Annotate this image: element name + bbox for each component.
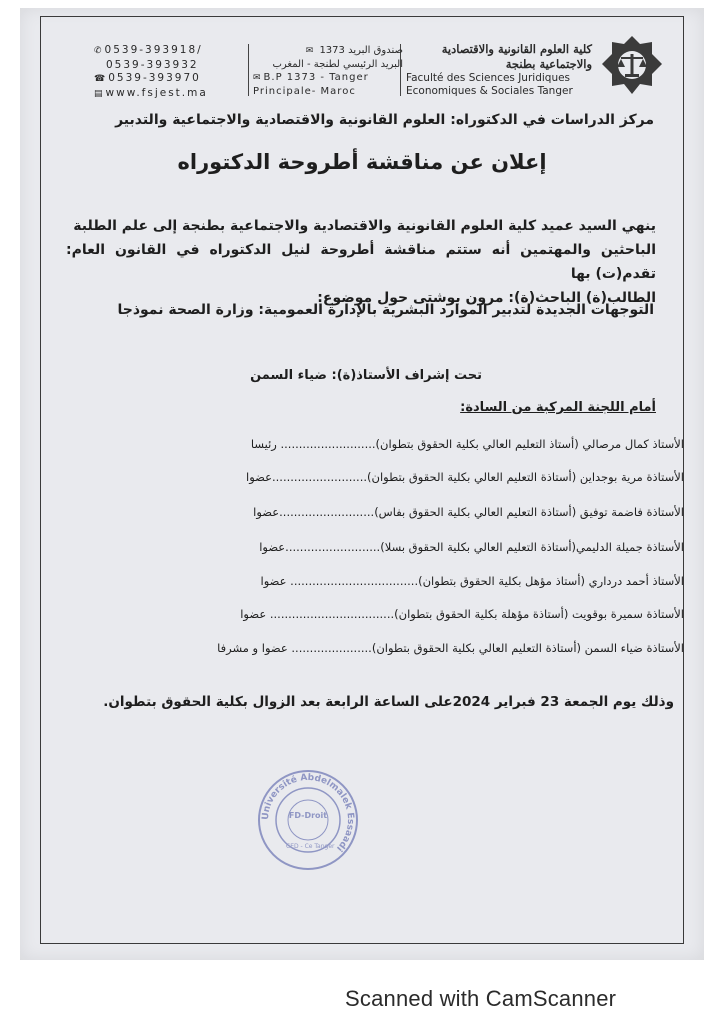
committee-member: الأستاذة مرية بوجداين (أستاذة التعليم العالي بكلية الحقوق بتطوان)..........................عضوا [246, 470, 684, 484]
phone-row: ✆ 0539-393918/ [94, 44, 203, 56]
contact-info [94, 44, 244, 101]
doctoral-center: مركز الدراسات في الدكتوراه: العلوم القانونية والاقتصادية والاجتماعية والتدبير [115, 112, 654, 128]
faculty-name-arabic [396, 42, 592, 72]
intro-line-2: الباحثين والمهتمين أنه ستتم مناقشة أطروحة لنيل الدكتوراه في القانون العام: تقدم(ت) بها [66, 242, 656, 282]
website-row: ▤ www.fsjest.ma [94, 86, 208, 99]
faculty-name-french [406, 72, 606, 98]
post-fr-line2: Principale- Maroc [253, 86, 356, 97]
phone-row-2: 0539-393932 [106, 58, 199, 71]
phone-icon: ✆ [94, 46, 102, 56]
camscanner-footer: Scanned with CamScanner [345, 986, 617, 1011]
committee-member: الأستاذة سميرة بوقويت (أستاذة مؤهلة بكلية الحقوق بتطوان).................................. عضوا [240, 607, 684, 621]
intro-paragraph [66, 214, 656, 310]
university-stamp-icon [256, 768, 360, 872]
svg-text:CED - Ce Tanger: CED - Ce Tanger [286, 843, 335, 850]
envelope-icon: ✉ [253, 73, 261, 83]
letterhead-divider [248, 44, 249, 96]
faculty-ar-line2: والاجتماعية بطنجة [505, 57, 592, 71]
fax-icon: ☎ [94, 74, 106, 84]
svg-text:FD-Droit: FD-Droit [288, 811, 328, 820]
defense-date: وذلك يوم الجمعة 23 فبراير 2024على الساعة الرابعة بعد الزوال بكلية الحقوق بتطوان. [103, 694, 674, 710]
faculty-logo-icon [596, 34, 668, 96]
intro-line-1: ينهي السيد عميد كلية العلوم القانونية والاقتصادية والاجتماعية بطنجة إلى علم الطلبة [73, 218, 656, 234]
committee-member: الأستاذ أحمد درداري (أستاذ مؤهل بكلية الحقوق بتطوان)................................... عضوا [260, 574, 684, 588]
svg-text:Université Abdelmalek Essaadi: Université Abdelmalek Essaadi [260, 772, 356, 853]
committee-member: الأستاذة فاضمة توفيق (أستاذة التعليم العالي بكلية الحقوق بفاس)..........................عضوا [253, 505, 684, 519]
committee-member: الأستاذة جميلة الدليمي(أستاذة التعليم العالي بكلية الحقوق بسلا)..........................عضوا [259, 540, 684, 554]
page-title: إعلان عن مناقشة أطروحة الدكتوراه [177, 150, 547, 174]
committee-member: الأستاذة ضياء السمن (أستاذة التعليم العالي بكلية الحقوق بتطوان)...................... عضوا و مشرفا [217, 641, 684, 655]
committee-heading: أمام اللجنة المركبة من السادة: [460, 400, 656, 415]
committee-member: الأستاذ كمال مرصالي (أستاذ التعليم العالي بكلية الحقوق بتطوان).......................... رئيسا [250, 437, 684, 451]
post-ar-line1: صندوق البريد 1373 ✉ [305, 45, 403, 56]
faculty-ar-line1: كلية العلوم القانونية والاقتصادية [441, 42, 592, 56]
supervisor: تحت إشراف الأستاذ(ة): ضياء السمن [250, 368, 482, 383]
web-icon: ▤ [94, 88, 103, 99]
postal-address [253, 44, 403, 98]
faculty-fr-line1: Faculté des Sciences Juridiques [406, 72, 571, 84]
post-fr-line1: ✉ B.P 1373 - Tanger [253, 72, 369, 83]
fax-row: ☎ 0539-393970 [94, 72, 201, 84]
post-ar-line2: البريد الرئيسي لطنجة - المغرب [272, 59, 403, 70]
faculty-fr-line2: Economiques & Sociales Tanger [406, 85, 573, 97]
thesis-topic: التوجهات الجديدة لتدبير الموارد البشرية بالإدارة العمومية: وزارة الصحة نموذجا [117, 302, 654, 318]
intro-line-3: الطالب(ة) الباحث(ة): مرون بوشتى حول موضوع: [317, 290, 656, 306]
envelope-icon: ✉ [305, 46, 314, 56]
